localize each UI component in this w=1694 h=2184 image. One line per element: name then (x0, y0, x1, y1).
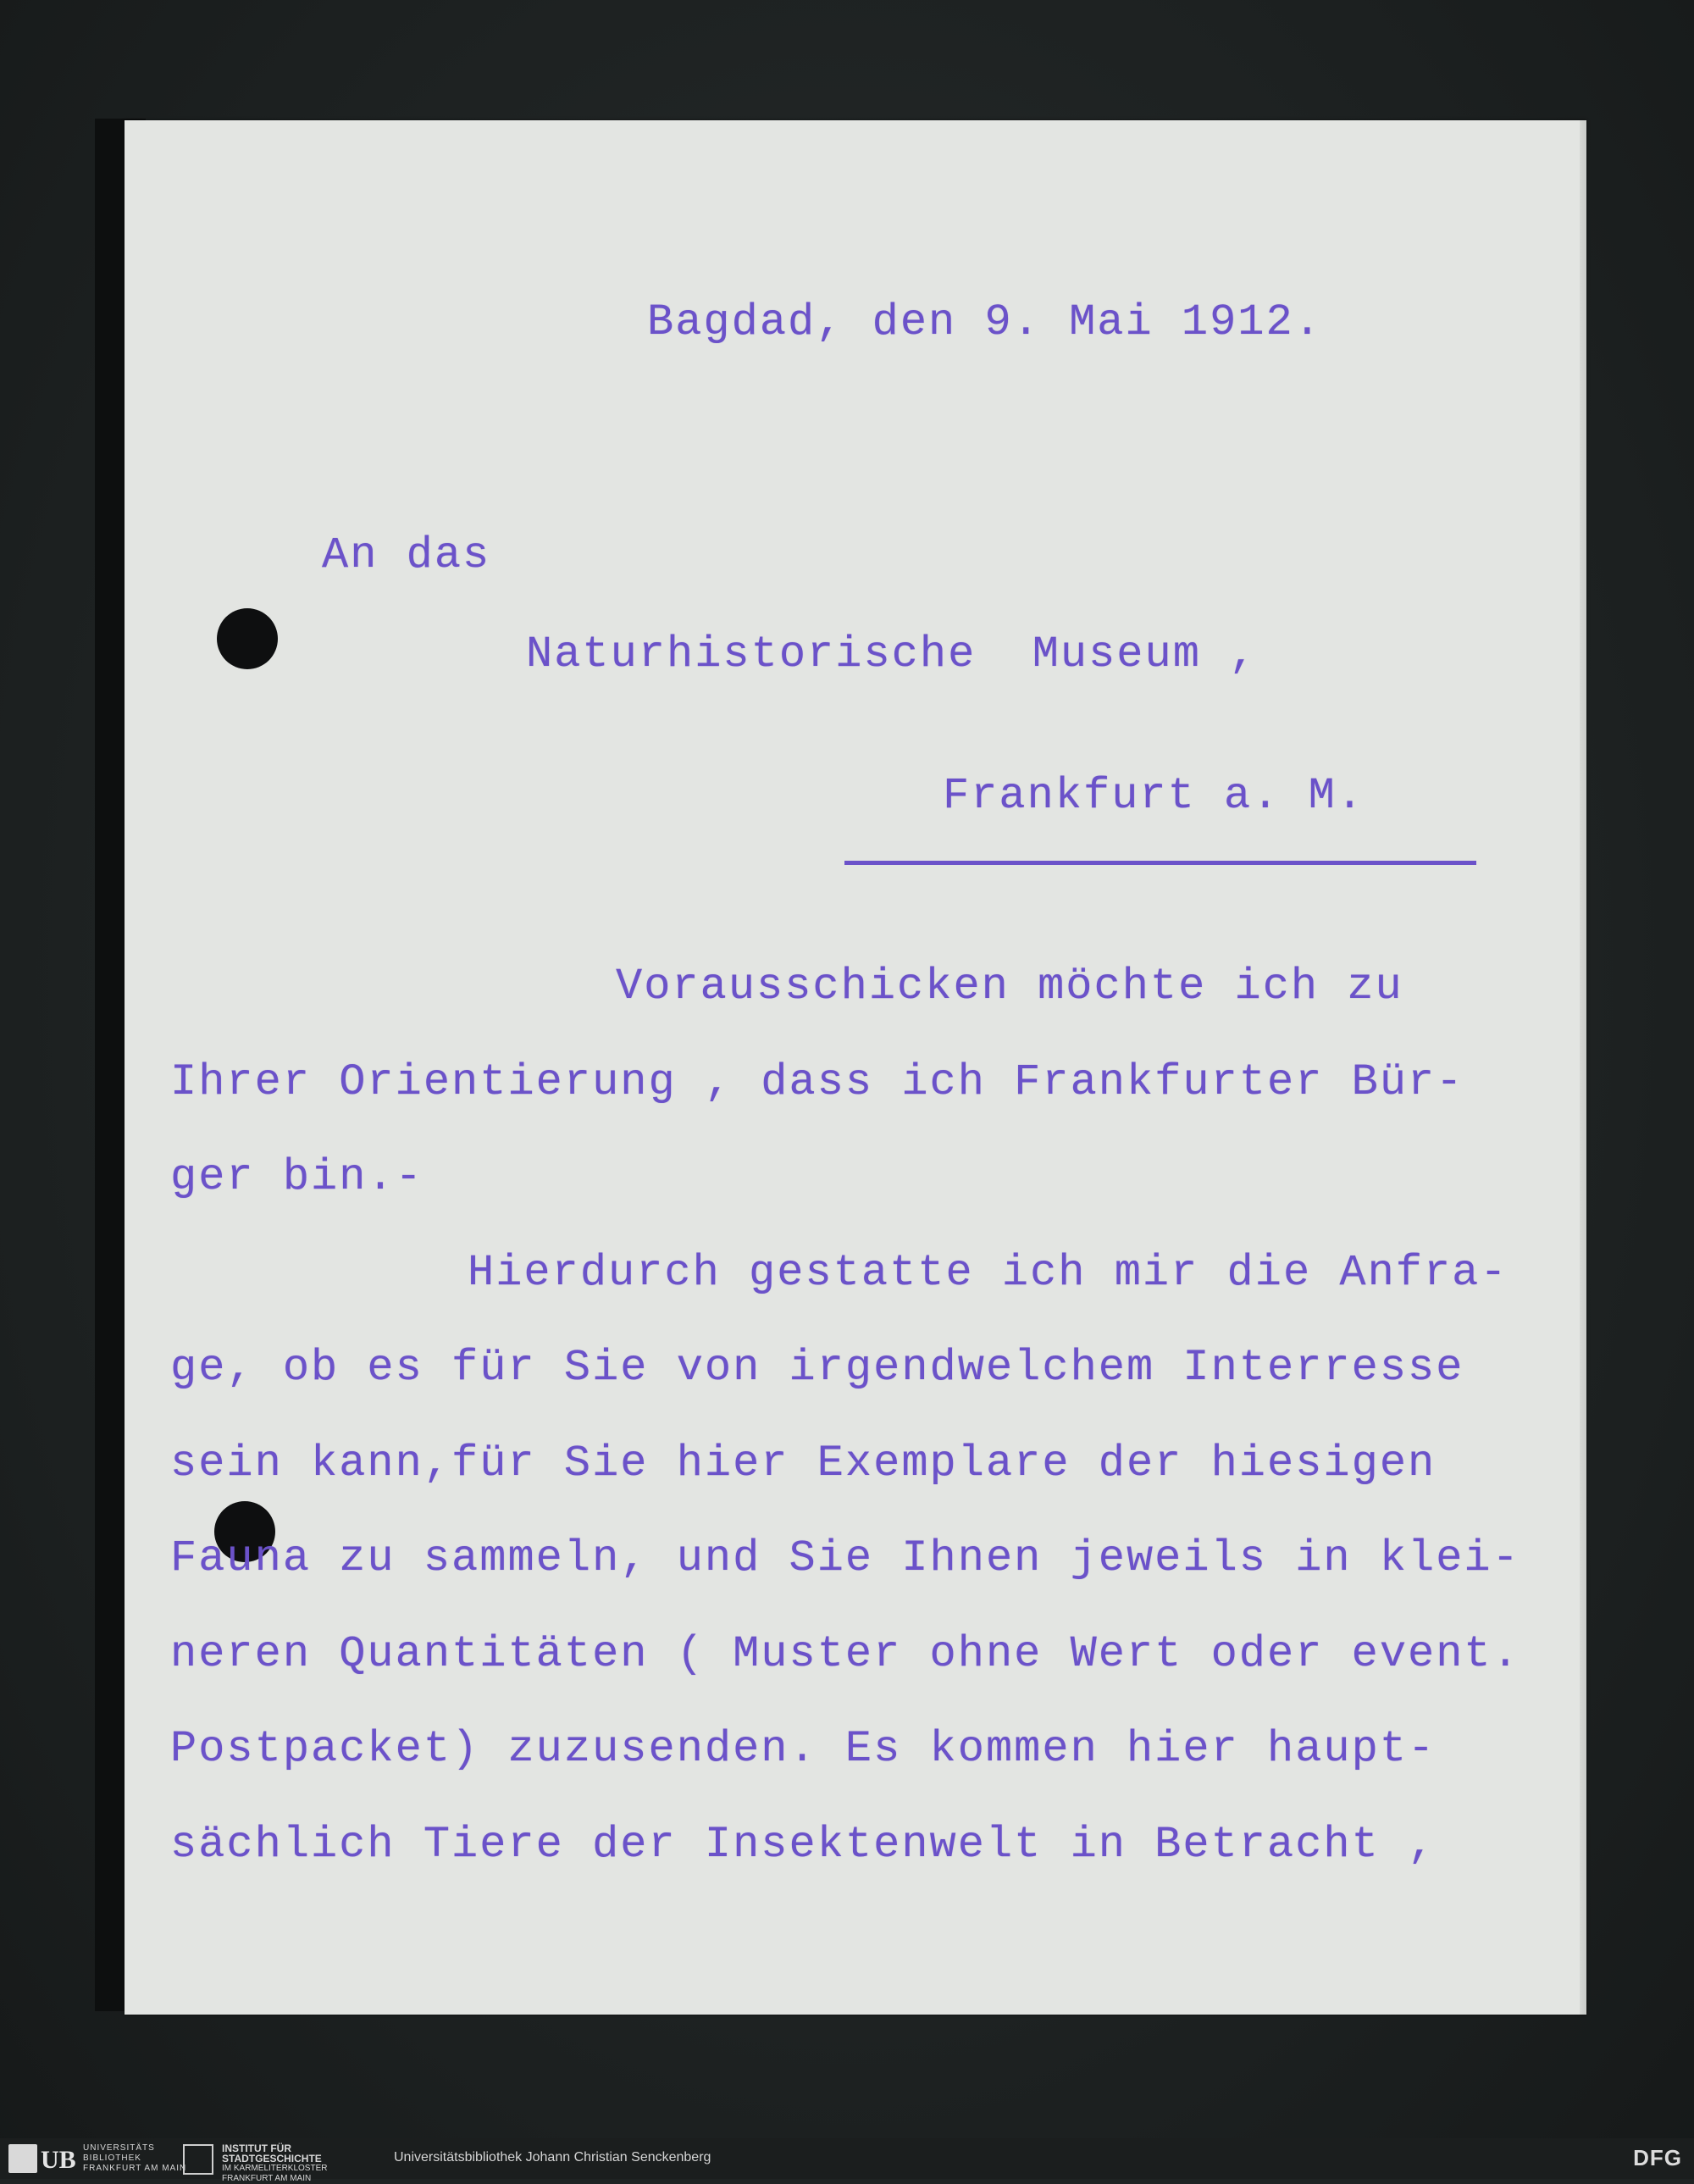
institute-line: INSTITUT FÜR (222, 2142, 291, 2154)
ub-logo-icon (8, 2144, 37, 2173)
body-line: Hierdurch gestatte ich mir die Anfra- (468, 1248, 1509, 1298)
body-line: sächlich Tiere der Insektenwelt in Betracht , (170, 1820, 1437, 1870)
letter-page (125, 120, 1586, 2015)
body-line: Fauna zu sammeln, und Sie Ihnen jeweils in klei- (170, 1533, 1520, 1583)
institute-logo-icon (183, 2144, 213, 2175)
ub-line: FRANKFURT AM MAIN (83, 2164, 187, 2173)
body-line: Ihrer Orientierung , dass ich Frankfurter Bür- (170, 1057, 1464, 1107)
institute-line: IM KARMELITERKLOSTER (222, 2164, 328, 2173)
body-line: ge, ob es für Sie von irgendwelchem Interresse (170, 1343, 1464, 1393)
footer-credit: Universitätsbibliothek Johann Christian Senckenberg (394, 2150, 711, 2165)
body-line: ger bin.- (170, 1152, 424, 1202)
letter-date-line: Bagdad, den 9. Mai 1912. (647, 297, 1322, 347)
ub-wordmark: UB (41, 2146, 76, 2174)
letter-salutation: An das (322, 530, 491, 580)
body-line: Postpacket) zuzusenden. Es kommen hier haupt- (170, 1724, 1437, 1774)
letter-recipient: Naturhistorische Museum , (526, 629, 1258, 679)
institute-name (222, 2143, 327, 2184)
punch-hole-icon (217, 608, 278, 669)
ub-line: BIBLIOTHEK (83, 2154, 141, 2163)
letter-city: Frankfurt a. M. (943, 771, 1365, 821)
body-line: Vorausschicken möchte ich zu (616, 962, 1403, 1012)
address-underline (844, 861, 1476, 865)
institute-line: FRANKFURT AM MAIN (222, 2174, 312, 2183)
ub-line: UNIVERSITÄTS (83, 2143, 155, 2153)
institute-line: STADTGESCHICHTE (222, 2153, 322, 2165)
ub-institution-name (83, 2143, 186, 2174)
body-line: neren Quantitäten ( Muster ohne Wert oder event. (170, 1629, 1520, 1679)
paper-edge (1580, 120, 1586, 2015)
body-line: sein kann,für Sie hier Exemplare der hiesigen (170, 1438, 1437, 1488)
dfg-logo: DFG (1633, 2145, 1682, 2170)
